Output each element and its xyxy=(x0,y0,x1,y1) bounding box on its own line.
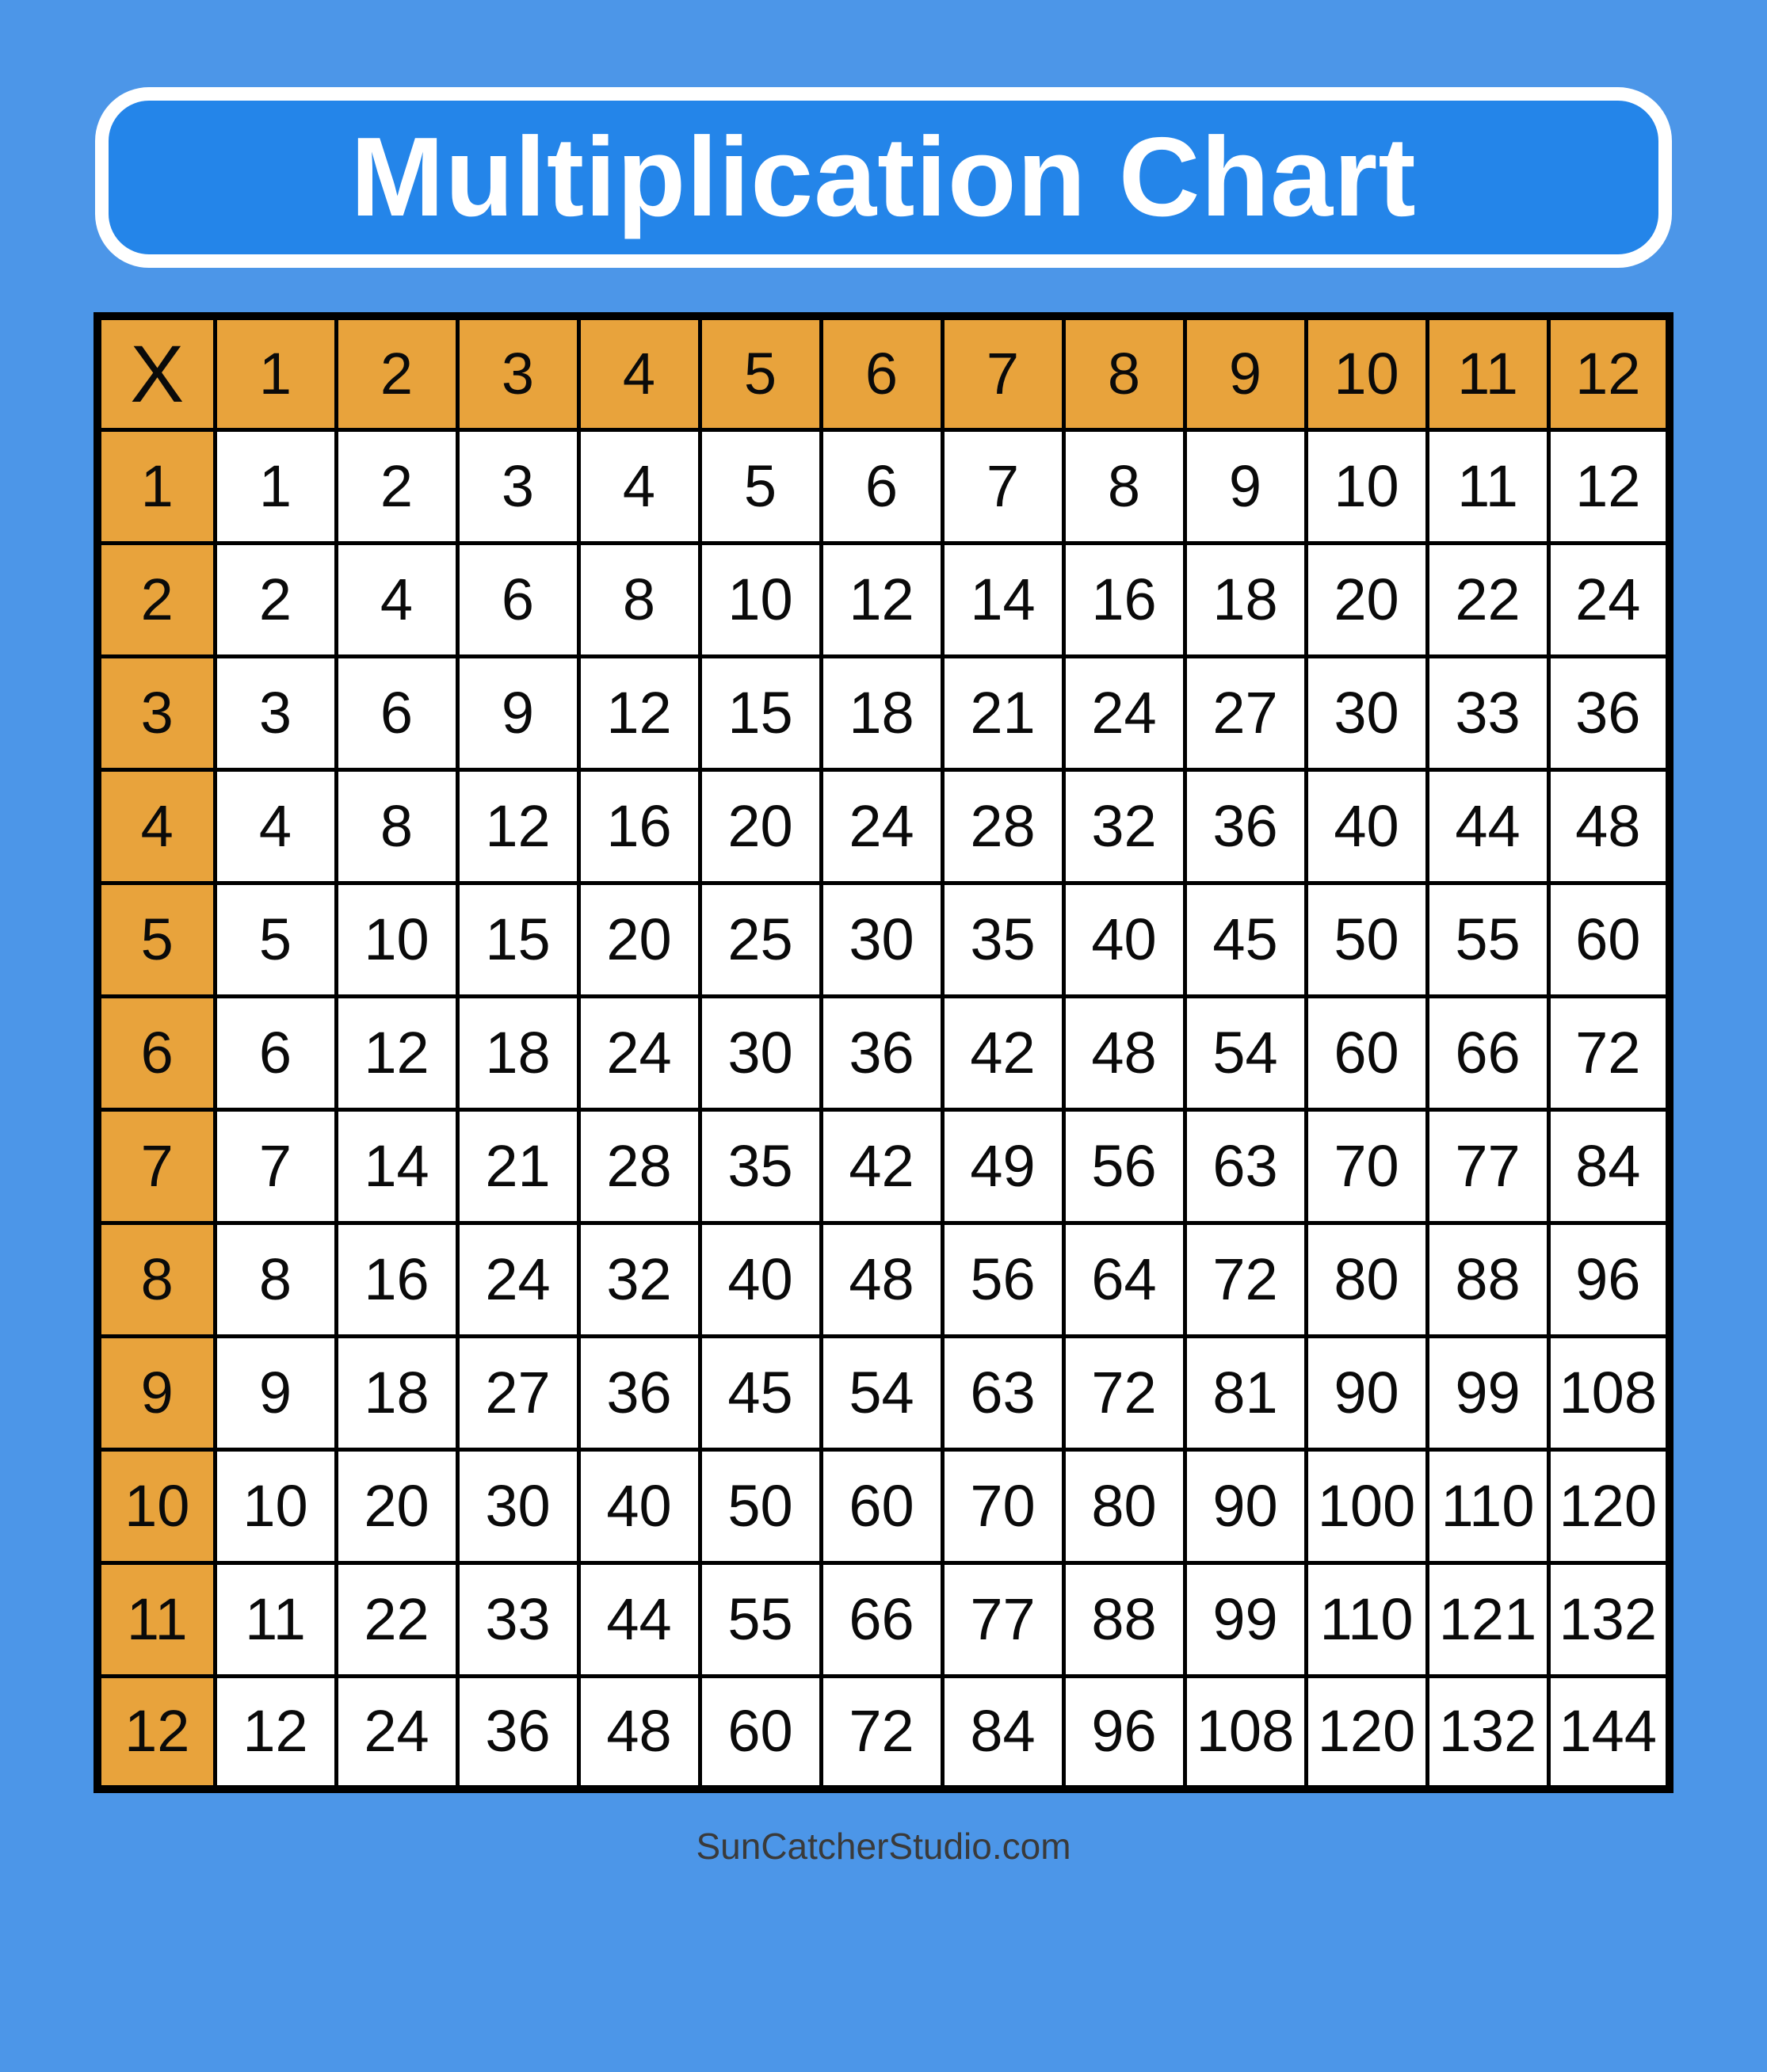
product-cell: 24 xyxy=(457,1223,578,1336)
product-cell: 5 xyxy=(215,883,336,996)
product-cell: 72 xyxy=(1548,996,1670,1109)
product-cell: 44 xyxy=(578,1563,700,1676)
product-cell: 24 xyxy=(578,996,700,1109)
corner-cell: X xyxy=(97,316,215,429)
product-cell: 15 xyxy=(457,883,578,996)
product-cell: 84 xyxy=(942,1676,1063,1789)
table-row xyxy=(97,543,1670,656)
product-cell: 18 xyxy=(336,1336,457,1449)
product-cell: 20 xyxy=(1306,543,1427,656)
product-cell: 72 xyxy=(821,1676,942,1789)
product-cell: 77 xyxy=(942,1563,1063,1676)
product-cell: 72 xyxy=(1185,1223,1306,1336)
column-header-cell: 8 xyxy=(1063,316,1185,429)
product-cell: 132 xyxy=(1548,1563,1670,1676)
product-cell: 30 xyxy=(1306,656,1427,769)
row-header-cell: 8 xyxy=(97,1223,215,1336)
product-cell: 120 xyxy=(1548,1449,1670,1563)
product-cell: 9 xyxy=(457,656,578,769)
product-cell: 2 xyxy=(336,429,457,543)
column-header-cell: 4 xyxy=(578,316,700,429)
product-cell: 32 xyxy=(578,1223,700,1336)
header-row xyxy=(97,316,1670,429)
product-cell: 28 xyxy=(578,1109,700,1223)
product-cell: 108 xyxy=(1548,1336,1670,1449)
column-header-cell: 10 xyxy=(1306,316,1427,429)
product-cell: 24 xyxy=(1548,543,1670,656)
table-row xyxy=(97,769,1670,883)
column-header-cell: 1 xyxy=(215,316,336,429)
product-cell: 9 xyxy=(1185,429,1306,543)
product-cell: 48 xyxy=(821,1223,942,1336)
product-cell: 30 xyxy=(700,996,821,1109)
product-cell: 7 xyxy=(215,1109,336,1223)
product-cell: 16 xyxy=(578,769,700,883)
product-cell: 21 xyxy=(457,1109,578,1223)
footer-credit: SunCatcherStudio.com xyxy=(696,1826,1071,1867)
product-cell: 6 xyxy=(215,996,336,1109)
row-header-cell: 3 xyxy=(97,656,215,769)
product-cell: 33 xyxy=(1427,656,1548,769)
product-cell: 44 xyxy=(1427,769,1548,883)
product-cell: 63 xyxy=(1185,1109,1306,1223)
column-header-cell: 7 xyxy=(942,316,1063,429)
table-row xyxy=(97,656,1670,769)
product-cell: 14 xyxy=(942,543,1063,656)
product-cell: 99 xyxy=(1427,1336,1548,1449)
product-cell: 40 xyxy=(700,1223,821,1336)
product-cell: 144 xyxy=(1548,1676,1670,1789)
table-row xyxy=(97,996,1670,1109)
product-cell: 49 xyxy=(942,1109,1063,1223)
table-row xyxy=(97,1449,1670,1563)
product-cell: 5 xyxy=(700,429,821,543)
product-cell: 11 xyxy=(215,1563,336,1676)
product-cell: 27 xyxy=(1185,656,1306,769)
product-cell: 12 xyxy=(821,543,942,656)
product-cell: 30 xyxy=(821,883,942,996)
product-cell: 36 xyxy=(457,1676,578,1789)
table-body xyxy=(97,429,1670,1789)
product-cell: 8 xyxy=(336,769,457,883)
product-cell: 15 xyxy=(700,656,821,769)
product-cell: 20 xyxy=(700,769,821,883)
column-header-cell: 3 xyxy=(457,316,578,429)
product-cell: 30 xyxy=(457,1449,578,1563)
table-head xyxy=(97,316,1670,429)
product-cell: 60 xyxy=(821,1449,942,1563)
table-row xyxy=(97,1336,1670,1449)
product-cell: 21 xyxy=(942,656,1063,769)
product-cell: 108 xyxy=(1185,1676,1306,1789)
product-cell: 121 xyxy=(1427,1563,1548,1676)
product-cell: 72 xyxy=(1063,1336,1185,1449)
product-cell: 24 xyxy=(336,1676,457,1789)
product-cell: 56 xyxy=(942,1223,1063,1336)
product-cell: 60 xyxy=(1306,996,1427,1109)
product-cell: 18 xyxy=(457,996,578,1109)
product-cell: 48 xyxy=(1548,769,1670,883)
product-cell: 120 xyxy=(1306,1676,1427,1789)
product-cell: 40 xyxy=(1063,883,1185,996)
product-cell: 20 xyxy=(578,883,700,996)
row-header-cell: 1 xyxy=(97,429,215,543)
product-cell: 77 xyxy=(1427,1109,1548,1223)
product-cell: 42 xyxy=(821,1109,942,1223)
product-cell: 55 xyxy=(700,1563,821,1676)
product-cell: 33 xyxy=(457,1563,578,1676)
product-cell: 70 xyxy=(942,1449,1063,1563)
product-cell: 2 xyxy=(215,543,336,656)
column-header-cell: 12 xyxy=(1548,316,1670,429)
column-header-cell: 2 xyxy=(336,316,457,429)
product-cell: 20 xyxy=(336,1449,457,1563)
product-cell: 40 xyxy=(578,1449,700,1563)
product-cell: 132 xyxy=(1427,1676,1548,1789)
product-cell: 60 xyxy=(1548,883,1670,996)
product-cell: 54 xyxy=(821,1336,942,1449)
product-cell: 36 xyxy=(1548,656,1670,769)
product-cell: 6 xyxy=(336,656,457,769)
row-header-cell: 2 xyxy=(97,543,215,656)
product-cell: 88 xyxy=(1063,1563,1185,1676)
column-header-cell: 6 xyxy=(821,316,942,429)
product-cell: 40 xyxy=(1306,769,1427,883)
product-cell: 66 xyxy=(821,1563,942,1676)
product-cell: 48 xyxy=(1063,996,1185,1109)
product-cell: 55 xyxy=(1427,883,1548,996)
product-cell: 88 xyxy=(1427,1223,1548,1336)
product-cell: 36 xyxy=(1185,769,1306,883)
product-cell: 16 xyxy=(336,1223,457,1336)
product-cell: 96 xyxy=(1548,1223,1670,1336)
product-cell: 14 xyxy=(336,1109,457,1223)
row-header-cell: 4 xyxy=(97,769,215,883)
product-cell: 32 xyxy=(1063,769,1185,883)
product-cell: 11 xyxy=(1427,429,1548,543)
product-cell: 25 xyxy=(700,883,821,996)
product-cell: 12 xyxy=(1548,429,1670,543)
product-cell: 42 xyxy=(942,996,1063,1109)
product-cell: 7 xyxy=(942,429,1063,543)
product-cell: 22 xyxy=(1427,543,1548,656)
product-cell: 99 xyxy=(1185,1563,1306,1676)
product-cell: 45 xyxy=(700,1336,821,1449)
product-cell: 36 xyxy=(821,996,942,1109)
product-cell: 8 xyxy=(215,1223,336,1336)
row-header-cell: 10 xyxy=(97,1449,215,1563)
product-cell: 35 xyxy=(700,1109,821,1223)
product-cell: 81 xyxy=(1185,1336,1306,1449)
multiplication-table xyxy=(94,312,1673,1793)
product-cell: 9 xyxy=(215,1336,336,1449)
product-cell: 3 xyxy=(215,656,336,769)
product-cell: 35 xyxy=(942,883,1063,996)
product-cell: 90 xyxy=(1185,1449,1306,1563)
product-cell: 10 xyxy=(336,883,457,996)
product-cell: 36 xyxy=(578,1336,700,1449)
product-cell: 48 xyxy=(578,1676,700,1789)
product-cell: 90 xyxy=(1306,1336,1427,1449)
product-cell: 80 xyxy=(1063,1449,1185,1563)
table-row xyxy=(97,1676,1670,1789)
product-cell: 96 xyxy=(1063,1676,1185,1789)
product-cell: 12 xyxy=(336,996,457,1109)
row-header-cell: 11 xyxy=(97,1563,215,1676)
product-cell: 18 xyxy=(821,656,942,769)
product-cell: 1 xyxy=(215,429,336,543)
product-cell: 3 xyxy=(457,429,578,543)
product-cell: 80 xyxy=(1306,1223,1427,1336)
product-cell: 18 xyxy=(1185,543,1306,656)
table-row xyxy=(97,883,1670,996)
product-cell: 12 xyxy=(215,1676,336,1789)
table-row xyxy=(97,429,1670,543)
row-header-cell: 12 xyxy=(97,1676,215,1789)
product-cell: 6 xyxy=(821,429,942,543)
product-cell: 8 xyxy=(578,543,700,656)
product-cell: 10 xyxy=(700,543,821,656)
product-cell: 12 xyxy=(457,769,578,883)
table-row xyxy=(97,1563,1670,1676)
column-header-cell: 9 xyxy=(1185,316,1306,429)
row-header-cell: 6 xyxy=(97,996,215,1109)
product-cell: 22 xyxy=(336,1563,457,1676)
product-cell: 4 xyxy=(215,769,336,883)
product-cell: 60 xyxy=(700,1676,821,1789)
product-cell: 110 xyxy=(1306,1563,1427,1676)
page-title: Multiplication Chart xyxy=(350,114,1417,240)
product-cell: 16 xyxy=(1063,543,1185,656)
product-cell: 28 xyxy=(942,769,1063,883)
product-cell: 4 xyxy=(336,543,457,656)
product-cell: 56 xyxy=(1063,1109,1185,1223)
product-cell: 45 xyxy=(1185,883,1306,996)
row-header-cell: 9 xyxy=(97,1336,215,1449)
row-header-cell: 7 xyxy=(97,1109,215,1223)
product-cell: 64 xyxy=(1063,1223,1185,1336)
product-cell: 27 xyxy=(457,1336,578,1449)
product-cell: 24 xyxy=(821,769,942,883)
title-banner xyxy=(95,87,1672,268)
product-cell: 63 xyxy=(942,1336,1063,1449)
product-cell: 54 xyxy=(1185,996,1306,1109)
product-cell: 84 xyxy=(1548,1109,1670,1223)
product-cell: 6 xyxy=(457,543,578,656)
product-cell: 4 xyxy=(578,429,700,543)
product-cell: 12 xyxy=(578,656,700,769)
table-row xyxy=(97,1109,1670,1223)
product-cell: 10 xyxy=(215,1449,336,1563)
product-cell: 100 xyxy=(1306,1449,1427,1563)
product-cell: 70 xyxy=(1306,1109,1427,1223)
product-cell: 10 xyxy=(1306,429,1427,543)
column-header-cell: 5 xyxy=(700,316,821,429)
product-cell: 50 xyxy=(700,1449,821,1563)
product-cell: 110 xyxy=(1427,1449,1548,1563)
row-header-cell: 5 xyxy=(97,883,215,996)
product-cell: 50 xyxy=(1306,883,1427,996)
product-cell: 8 xyxy=(1063,429,1185,543)
column-header-cell: 11 xyxy=(1427,316,1548,429)
product-cell: 66 xyxy=(1427,996,1548,1109)
table-row xyxy=(97,1223,1670,1336)
product-cell: 24 xyxy=(1063,656,1185,769)
